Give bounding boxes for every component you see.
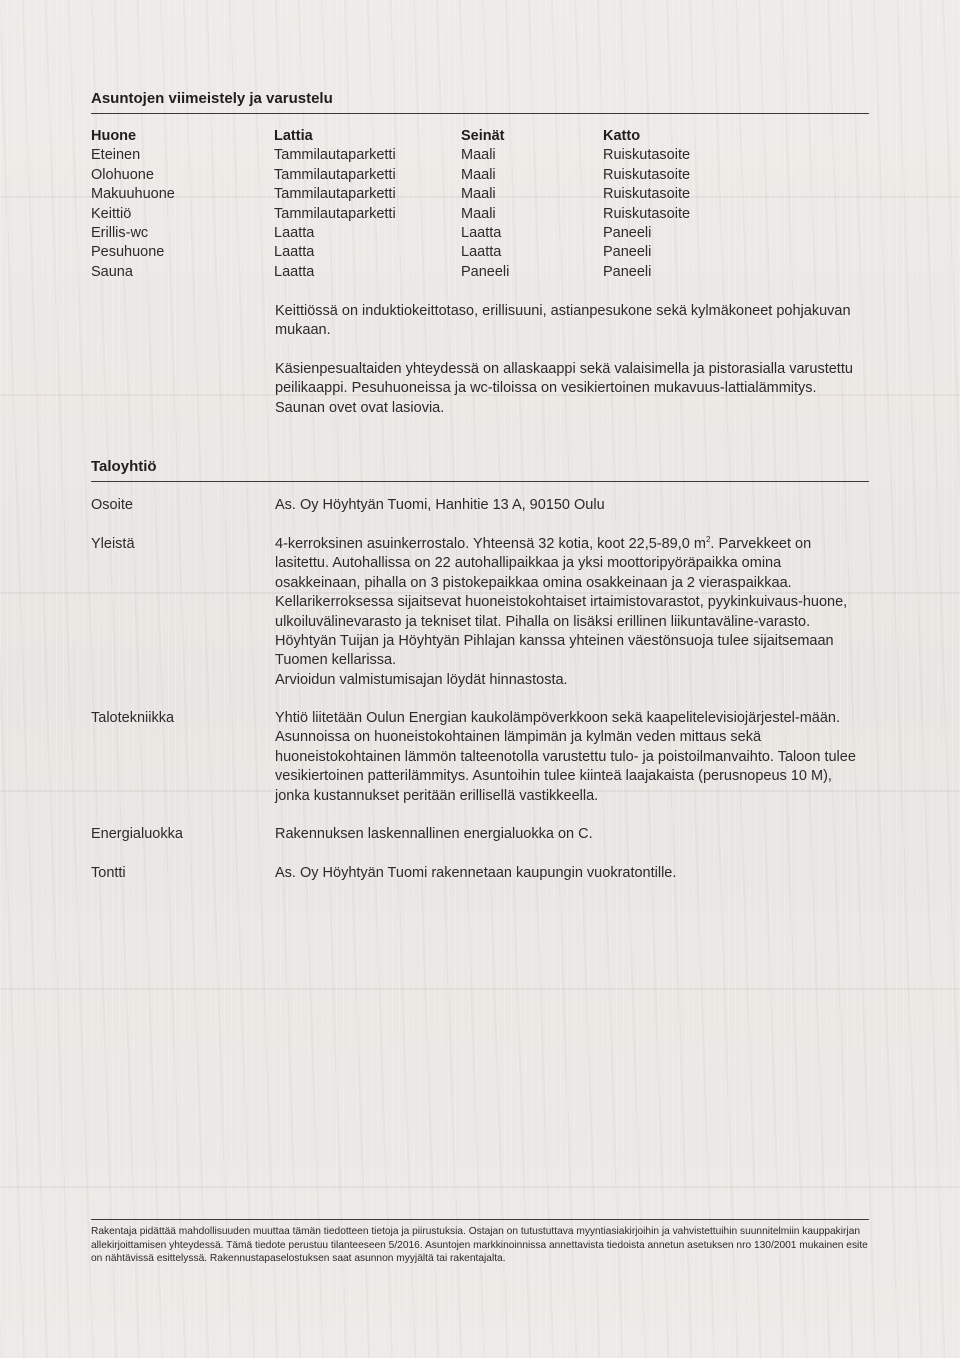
table-row [91,205,791,224]
table-cell-room: Olohuone [91,166,154,183]
footer-disclaimer: Rakentaja pidättää mahdollisuuden muuttaa tämän tiedotteen tietoja ja piirustuksia. Ostajan on tutustuttava myyntiasiakirjoihin ja vahvistettuihin suunnitelmiin kauppakirjan allekirjoittamisen yhteydessä. Tämä tiedote perustuu tilanteeseen 5/2016. Asuntojen markkinoinnissa annettavista tiedoista annetun asetuksen nro 130/2001 mukainen esite on nähtävissä esittelyssä. Rakennustapaselostuksen saat asunnon myyjältä tai rakentajalta. [91,1226,868,1265]
table-cell-walls: Laatta [461,225,502,242]
table-cell-floor: Laatta [274,225,315,242]
energy-value: Rakennuksen laskennallinen energialuokka on C. [275,826,593,842]
column-header-floor: Lattia [274,128,313,144]
table-cell-floor: Laatta [274,263,315,280]
table-cell-ceiling: Ruiskutasoite [603,186,691,203]
table-cell-ceiling: Ruiskutasoite [603,147,691,164]
plot-label: Tontti [91,865,126,881]
tech-label: Talotekniikka [91,710,175,726]
general-text-start: 4-kerroksinen asuinkerrostalo. Yhteensä 32 kotia, koot 22,5-89,0 m [275,536,706,552]
completion-note: Arvioidun valmistumisajan löydät hinnastosta. [275,671,568,688]
footer-divider [91,1219,869,1220]
section-title-company: Taloyhtiö [91,458,869,482]
table-row [91,146,791,165]
table-cell-walls: Maali [461,205,496,222]
table-row [91,224,791,243]
table-row [91,243,791,262]
table-cell-room: Eteinen [91,147,141,164]
table-cell-walls: Maali [461,147,496,164]
table-row [91,185,791,204]
table-cell-room: Makuuhuone [91,186,175,203]
column-header-walls: Seinät [461,128,505,144]
table-cell-ceiling: Paneeli [603,225,652,242]
address-label: Osoite [91,497,133,513]
table-cell-room: Pesuhuone [91,244,165,261]
finishes-table [91,127,791,282]
table-cell-ceiling: Ruiskutasoite [603,205,691,222]
table-cell-walls: Maali [461,186,496,203]
address-value: As. Oy Höyhtyän Tuomi, Hanhitie 13 A, 90150 Oulu [275,497,605,513]
general-label: Yleistä [91,536,135,552]
energy-label: Energialuokka [91,826,183,842]
table-cell-floor: Tammilautaparketti [274,205,396,222]
table-cell-room: Sauna [91,263,133,280]
section-title-finishes: Asuntojen viimeistely ja varustelu [91,90,869,114]
table-cell-walls: Paneeli [461,263,510,280]
table-cell-ceiling: Ruiskutasoite [603,166,691,183]
tech-value: Yhtiö liitetään Oulun Energian kaukolämpöverkkoon sekä kaapelitelevisiojärjestel-mään. Asunnoissa on huoneistokohtainen lämpimän ja kylmän veden mittaus sekä huoneistokohtainen lämmön talteenotolla varustettu tulo- ja poistoilmanvaihto. Taloon tulee vesikiertoinen patterilämmitys. Asuntoihin tulee kiinteä laajakaista (perusnopeus 10 M), jonka kustannukset peritään erillisellä vastikkeella. [275,710,856,804]
table-cell-floor: Laatta [274,244,315,261]
table-row [91,166,791,185]
table-cell-floor: Tammilautaparketti [274,166,396,183]
table-cell-room: Keittiö [91,205,132,222]
general-text-rest: . Parvekkeet on lasitettu. Autohallissa on 22 autohallipaikkaa ja yksi moottoripyöräpaikka omina osakkeinaan, pihalla on 3 pistokepaikkaa omina osakkeinaan ja 2 vieraspaikkaa. Kellarikerroksessa sijaitsevat huoneistokohtaiset irtaimistovarastot, pyykinkuivaus-huone, ulkoiluvälinevarasto ja tekniset tilat. Pihalla on lisäksi erillinen liikuntaväline-varasto. Höyhtyän Tuijan ja Höyhtyän Pihlajan kanssa yhteinen väestönsuoja tulee sijaitsemaan Tuomen kellarissa. [275,536,848,669]
table-row [91,263,791,282]
table-cell-room: Erillis-wc [91,225,149,242]
bathroom-note: Käsienpesualtaiden yhteydessä on allaskaappi sekä valaisimella ja pistorasialla varustettu peilikaappi. Pesuhuoneissa ja wc-tiloissa on vesikiertoinen mukavuus-lattialämmitys. Saunan ovet ovat lasiovia. [275,361,853,416]
square-meter-superscript: 2 [705,535,711,545]
plot-value: As. Oy Höyhtyän Tuomi rakennetaan kaupungin vuokratontille. [275,865,677,881]
general-paragraph [275,535,863,671]
column-header-room: Huone [91,128,137,144]
kitchen-note: Keittiössä on induktiokeittotaso, erillisuuni, astianpesukone sekä kylmäkoneet pohjakuvan mukaan. [275,303,851,339]
table-cell-floor: Tammilautaparketti [274,186,396,203]
table-header-row [91,127,791,146]
table-cell-walls: Maali [461,166,496,183]
table-cell-walls: Laatta [461,244,502,261]
general-value [275,535,863,690]
column-header-ceiling: Katto [603,128,641,144]
table-cell-ceiling: Paneeli [603,263,652,280]
table-cell-ceiling: Paneeli [603,244,652,261]
table-cell-floor: Tammilautaparketti [274,147,396,164]
